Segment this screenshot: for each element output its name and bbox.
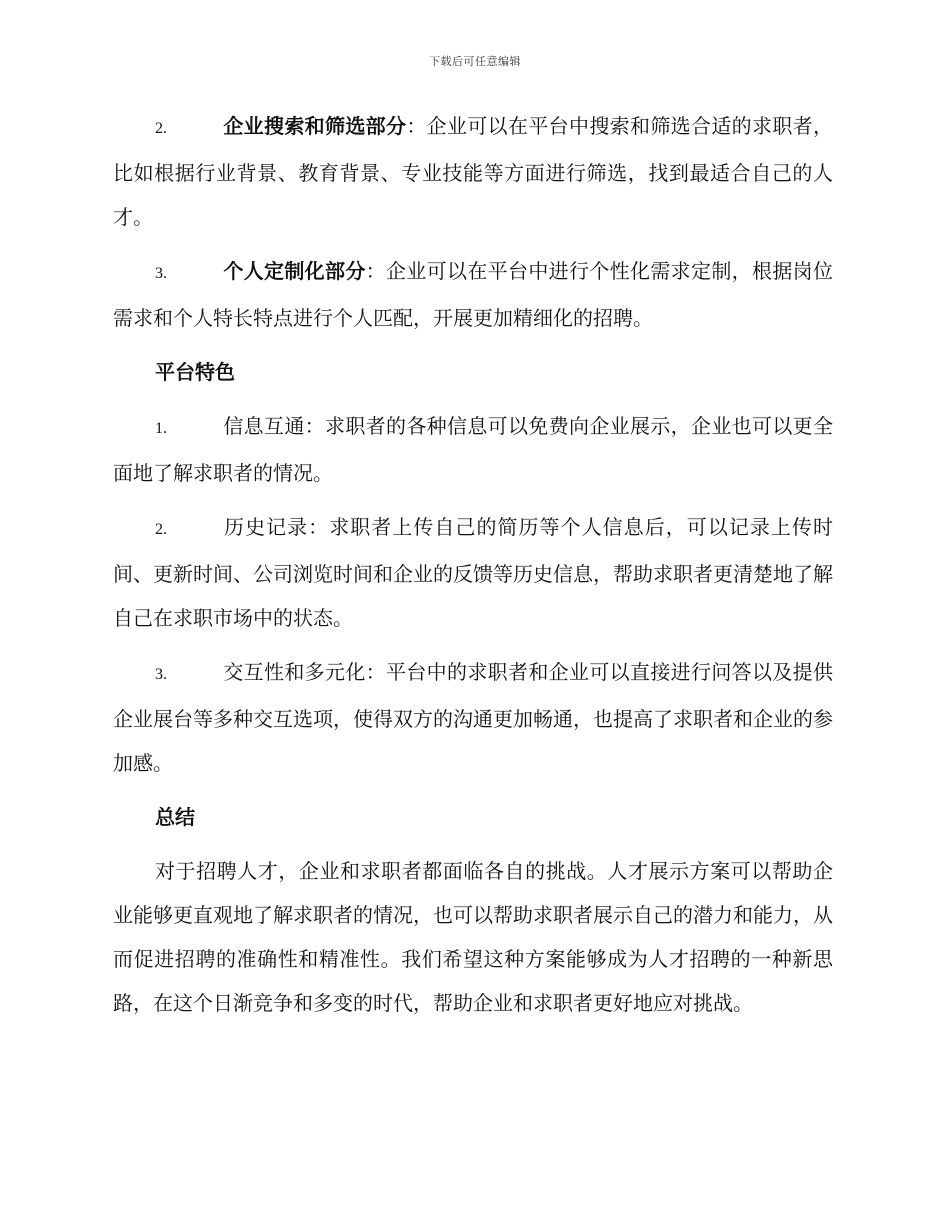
- header-note: 下载后可任意编辑: [429, 55, 521, 68]
- section-heading-summary: 总结: [155, 805, 195, 829]
- item-text: ：企业可以在平台中进行个性化需求定制，根据岗位需求和个人特长特点进行个人匹配，开展更加精细化的招聘。: [113, 259, 834, 330]
- summary-paragraph: 对于招聘人才，企业和求职者都面临各自的挑战。人才展示方案可以帮助企业能够更直观地了解求职者的情况，也可以帮助求职者展示自己的潜力和能力，从而促进招聘的准确性和精准性。我们希望这种方案能够成为人才招聘的一种新思路，在这个日渐竞争和多变的时代，帮助企业和求职者更好地应对挑战。: [113, 859, 833, 1015]
- list-number: 2.: [155, 521, 167, 538]
- item-bold-label: 个人定制化部分: [223, 259, 366, 283]
- section-heading-features: 平台特色: [155, 360, 235, 384]
- list-item-search-filter: [113, 104, 833, 239]
- item-text: 交互性和多元化：平台中的求职者和企业可以直接进行问答以及提供企业展台等多种交互选项，使得双方的沟通更加畅通，也提高了求职者和企业的参加感。: [113, 660, 833, 775]
- item-text: 信息互通：求职者的各种信息可以免费向企业展示，企业也可以更全面地了解求职者的情况。: [113, 414, 833, 485]
- list-item-history: [113, 505, 833, 640]
- item-text: 历史记录：求职者上传自己的简历等个人信息后，可以记录上传时间、更新时间、公司浏览时间和企业的反馈等历史信息，帮助求职者更清楚地了解自己在求职市场中的状态。: [113, 515, 833, 630]
- item-text: ：企业可以在平台中搜索和筛选合适的求职者，比如根据行业背景、教育背景、专业技能等方面进行筛选，找到最适合自己的人才。: [113, 114, 834, 229]
- list-number: 3.: [155, 666, 167, 683]
- document-body: [113, 104, 833, 1035]
- list-item-interaction: [113, 650, 833, 785]
- list-number: 2.: [155, 120, 167, 137]
- list-item-info-exchange: [113, 404, 833, 495]
- list-number: 1.: [155, 420, 167, 437]
- item-bold-label: 企业搜索和筛选部分: [223, 114, 407, 138]
- list-item-customization: [113, 249, 833, 340]
- list-number: 3.: [155, 265, 167, 282]
